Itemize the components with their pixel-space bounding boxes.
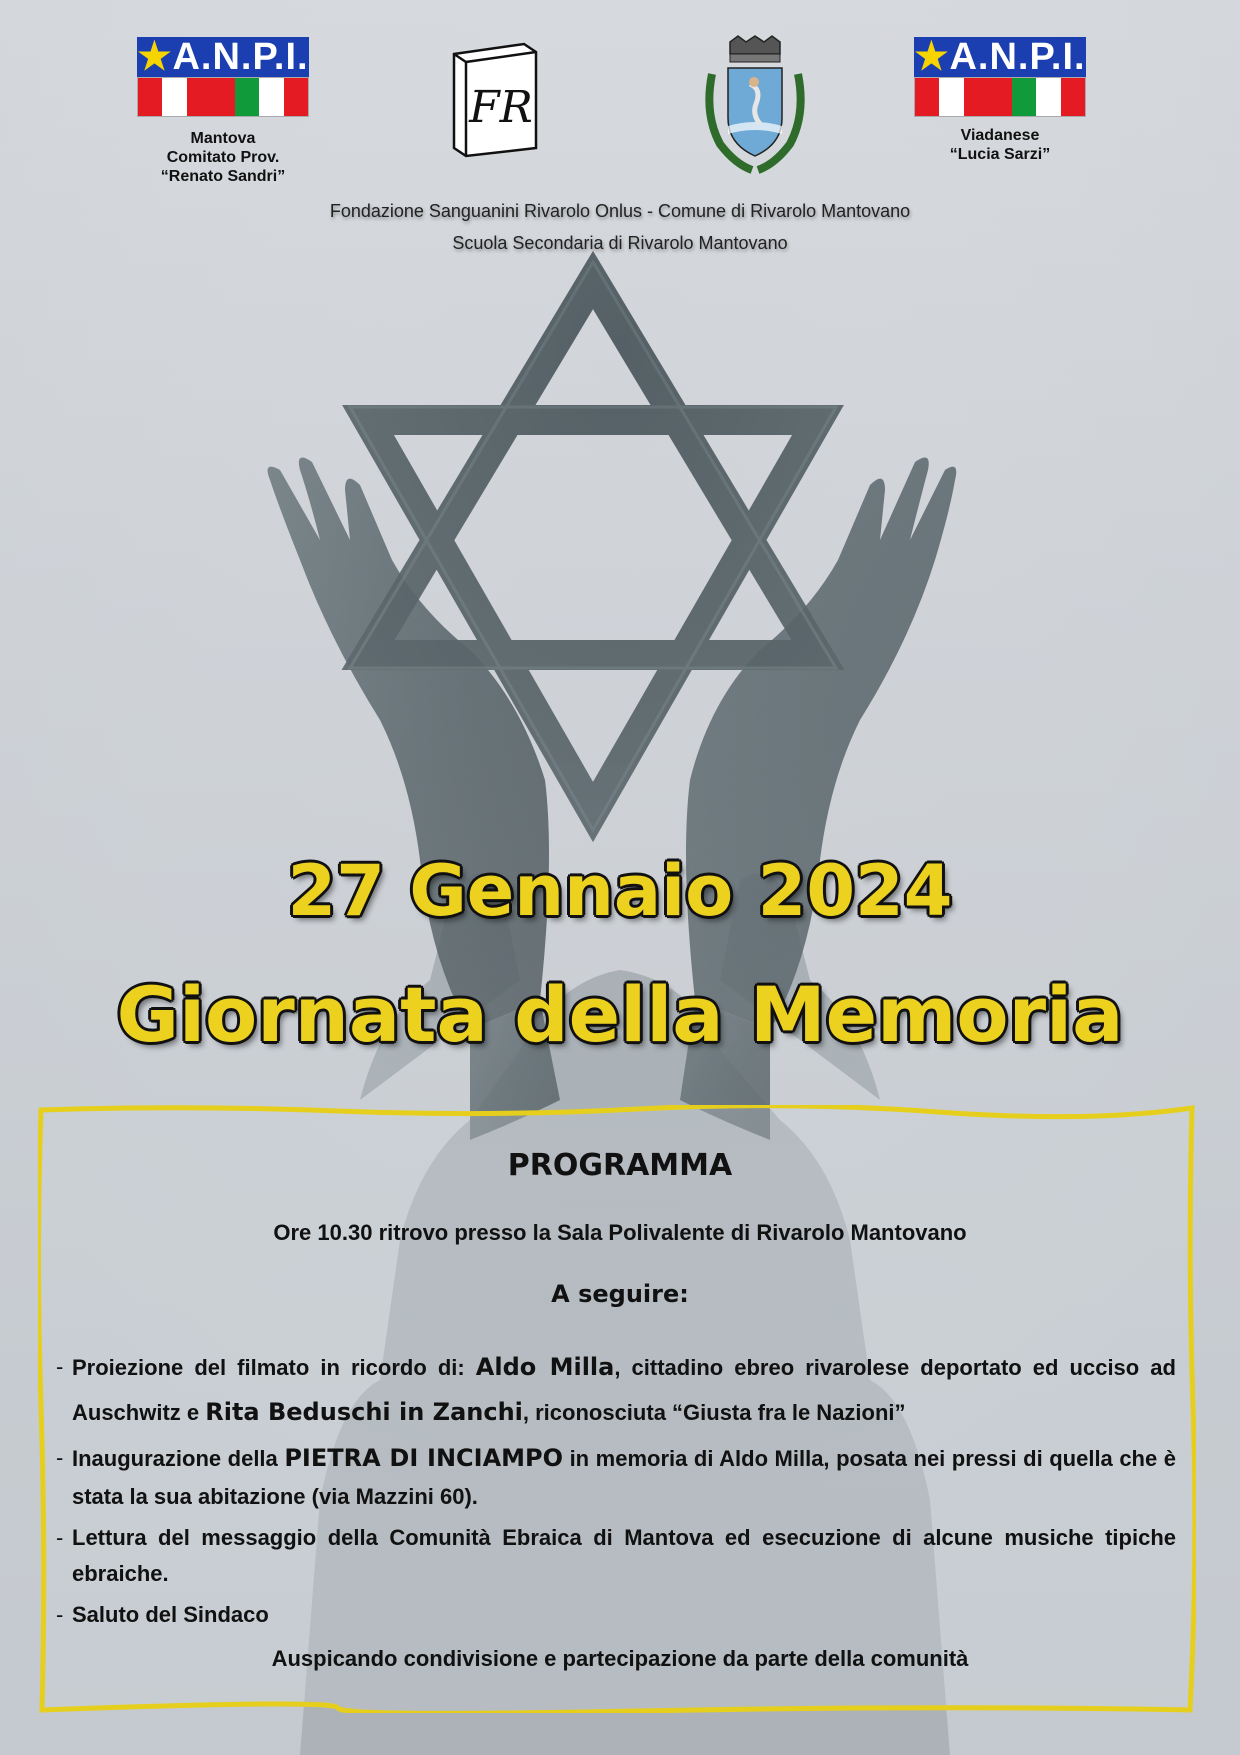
book-monogram-icon bbox=[444, 40, 544, 158]
italian-flag-stripes bbox=[914, 77, 1086, 117]
highlight-name: Aldo Milla bbox=[475, 1353, 615, 1381]
closing-line: Auspicando condivisione e partecipazione da parte della comunità bbox=[271, 1646, 969, 1671]
item-text: , riconosciuta “Giusta fra le Nazioni” bbox=[522, 1400, 906, 1425]
programme-heading: PROGRAMMA bbox=[507, 1148, 733, 1183]
anpi-mantova-caption bbox=[121, 129, 325, 186]
item-text: in memoria di Aldo Milla, posata nei pressi di quella che è stata la sua abitazione (via Mazzini 60). bbox=[72, 1446, 1176, 1509]
list-item bbox=[56, 1439, 1176, 1516]
list-item bbox=[56, 1596, 1176, 1634]
list-item bbox=[56, 1520, 1176, 1592]
item-text: Inaugurazione della bbox=[72, 1446, 285, 1471]
monogram-text: FR bbox=[469, 82, 533, 133]
municipal-coat-of-arms-icon bbox=[700, 34, 810, 176]
event-date: 27 Gennaio 2024 bbox=[287, 850, 953, 932]
item-text: , cittadino ebreo rivarolese deportato ed ucciso ad Auschwitz e bbox=[72, 1355, 1176, 1425]
item-text: Saluto del Sindaco bbox=[72, 1602, 269, 1627]
following-label: A seguire: bbox=[551, 1280, 689, 1308]
star-icon: ★ bbox=[137, 36, 173, 78]
caption-line: Mantova bbox=[190, 130, 256, 147]
anpi-viadanese-caption bbox=[898, 126, 1102, 164]
caption-line: “Renato Sandri” bbox=[160, 168, 286, 185]
organizer-line: Fondazione Sanguanini Rivarolo Onlus - Comune di Rivarolo Mantovano bbox=[329, 201, 911, 221]
caption-line: Comitato Prov. bbox=[166, 149, 280, 166]
meeting-info: Ore 10.30 ritrovo presso la Sala Polivalente di Rivarolo Mantovano bbox=[273, 1220, 967, 1245]
anpi-logo-text: A.N.P.I. bbox=[949, 36, 1086, 78]
italian-flag-stripes bbox=[137, 77, 309, 117]
caption-line: “Lucia Sarzi” bbox=[949, 146, 1051, 163]
organizer-line: Scuola Secondaria di Rivarolo Mantovano bbox=[452, 233, 788, 253]
anpi-logo-text: A.N.P.I. bbox=[172, 36, 309, 78]
caption-line: Viadanese bbox=[960, 127, 1040, 144]
list-item bbox=[56, 1345, 1176, 1435]
highlight-name: Rita Beduschi in Zanchi bbox=[205, 1398, 523, 1426]
star-icon: ★ bbox=[914, 36, 950, 78]
event-title: Giornata della Memoria bbox=[116, 970, 1124, 1059]
item-text: Lettura del messaggio della Comunità Ebraica di Mantova ed esecuzione di alcune musiche tipiche ebraiche. bbox=[72, 1525, 1176, 1586]
item-text: Proiezione del filmato in ricordo di: bbox=[72, 1355, 476, 1380]
highlight-name: PIETRA DI INCIAMPO bbox=[284, 1444, 564, 1472]
programme-list bbox=[56, 1345, 1176, 1638]
anpi-mantova-logo bbox=[137, 37, 309, 117]
anpi-viadanese-logo bbox=[914, 37, 1086, 117]
